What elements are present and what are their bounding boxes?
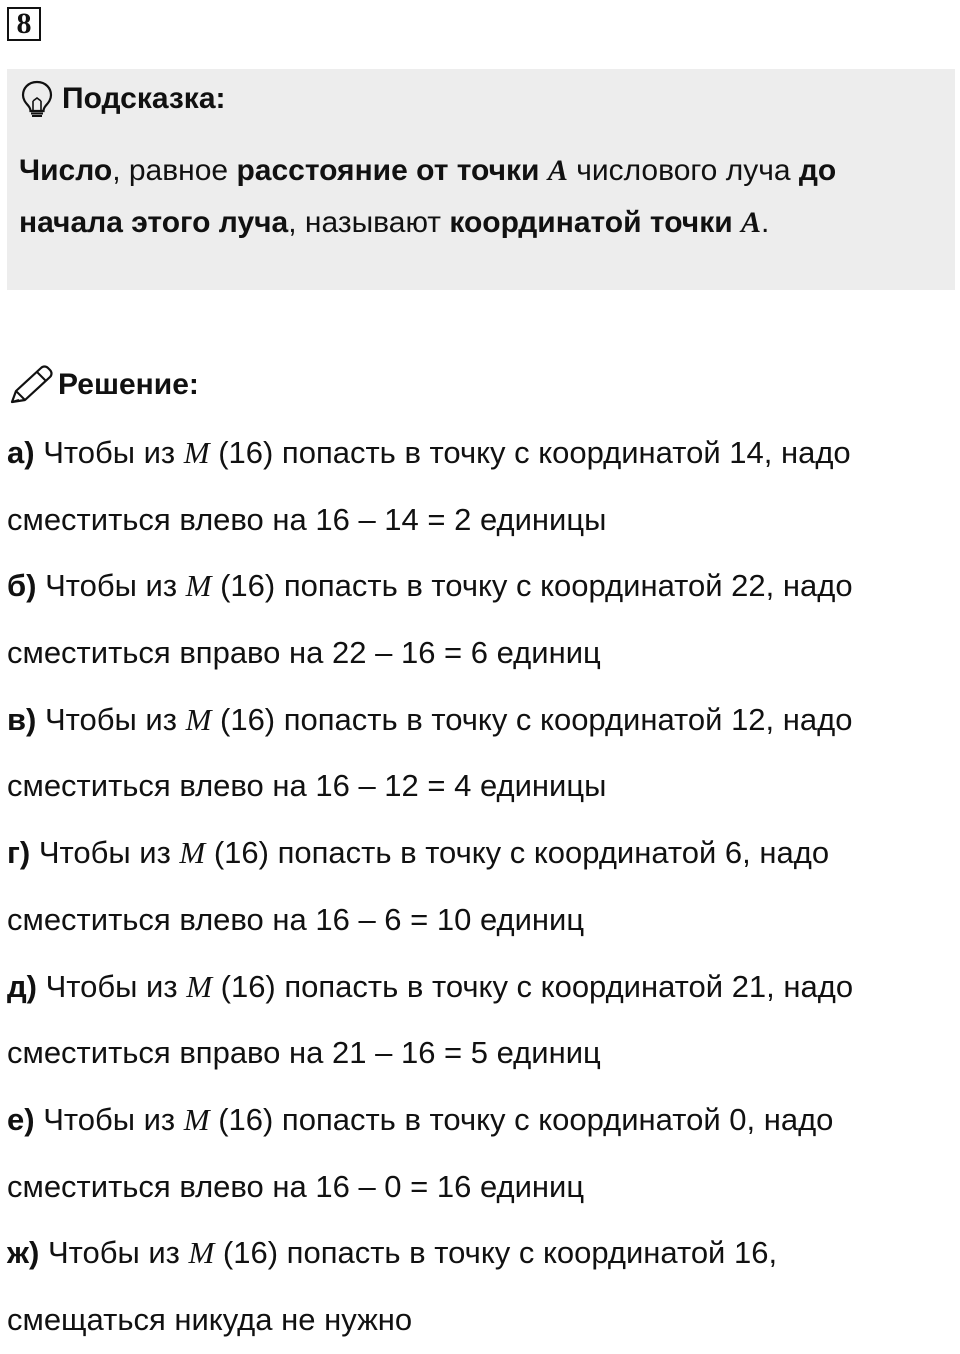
solution-line: сместиться вправо на 21 – 16 = 5 единиц	[7, 1035, 601, 1071]
hint-plain: , называют	[288, 206, 450, 239]
solution-line	[7, 420, 952, 487]
hint-plain: .	[761, 206, 770, 239]
item-label: д)	[7, 968, 38, 1004]
item-label: б)	[7, 568, 37, 604]
solution-line	[7, 553, 952, 620]
hint-bold: до	[798, 154, 837, 187]
item-label: ж)	[7, 1235, 40, 1271]
item-text: Чтобы из	[43, 1101, 184, 1137]
solution-line: сместиться влево на 16 – 6 = 10 единиц	[7, 901, 585, 937]
item-text: Чтобы из	[43, 435, 184, 470]
item-variable: M	[185, 568, 212, 604]
solution-line	[7, 1087, 952, 1154]
solution-line: сместиться вправо на 22 – 16 = 6 единиц	[7, 635, 601, 671]
task-number: 8	[7, 7, 41, 41]
item-text	[36, 702, 45, 737]
item-text: (16) попасть в точку с координатой 21, надо	[212, 968, 854, 1004]
hint-header	[20, 79, 226, 119]
item-text	[39, 1235, 48, 1270]
hint-variable: A	[740, 206, 761, 239]
item-text	[30, 835, 39, 870]
hint-text	[19, 145, 939, 249]
item-text: (16) попасть в точку с координатой 0, надо	[209, 1101, 834, 1137]
hint-bold: координатой точки	[449, 206, 741, 239]
solution-line: смещаться никуда не нужно	[7, 1301, 413, 1337]
solution-body	[7, 420, 952, 1354]
item-variable: M	[186, 968, 213, 1004]
hint-plain: , равное	[112, 154, 237, 187]
item-text	[36, 568, 45, 603]
item-text: Чтобы из	[45, 968, 187, 1004]
item-text: Чтобы из	[45, 701, 186, 737]
item-label: в)	[7, 701, 37, 737]
item-variable: M	[183, 1101, 210, 1137]
solution-line: сместиться влево на 16 – 14 = 2 единицы	[7, 501, 607, 537]
item-text	[35, 435, 44, 470]
item-label: а)	[7, 435, 35, 470]
solution-line: сместиться влево на 16 – 0 = 16 единиц	[7, 1168, 585, 1204]
item-text: (16) попасть в точку с координатой 16,	[214, 1235, 778, 1271]
item-text	[37, 969, 46, 1004]
item-variable: M	[183, 435, 210, 470]
item-variable: M	[188, 1235, 215, 1271]
item-text: Чтобы из	[38, 835, 180, 871]
item-variable: M	[179, 835, 206, 871]
solution-line	[7, 1220, 952, 1287]
solution-header	[8, 364, 199, 406]
hint-line-1	[19, 145, 939, 197]
hint-bold: расстояние от точки	[236, 154, 548, 187]
solution-line	[7, 687, 952, 754]
hint-bold: начала этого луча	[19, 206, 289, 239]
solution-line	[7, 954, 952, 1021]
solution-line	[7, 820, 952, 887]
hint-bold: Число	[19, 154, 113, 187]
hint-variable: A	[547, 154, 568, 187]
hint-box	[7, 69, 955, 290]
pencil-icon	[8, 364, 54, 406]
item-label: г)	[7, 835, 31, 871]
hint-line-2	[19, 197, 939, 249]
item-text: (16) попасть в точку с координатой 22, надо	[211, 568, 853, 604]
item-text: Чтобы из	[47, 1235, 189, 1271]
item-label: е)	[7, 1101, 35, 1137]
item-variable: M	[185, 701, 212, 737]
solution-line: сместиться влево на 16 – 12 = 4 единицы	[7, 768, 607, 804]
solution-title: Решение:	[58, 368, 199, 401]
item-text: Чтобы из	[45, 568, 186, 604]
item-text: (16) попасть в точку с координатой 12, надо	[211, 701, 853, 737]
item-text	[35, 1102, 44, 1137]
item-text: (16) попасть в точку с координатой 14, надо	[209, 435, 851, 470]
lightbulb-icon	[20, 79, 54, 119]
item-text: (16) попасть в точку с координатой 6, надо	[205, 835, 830, 871]
hint-title: Подсказка:	[62, 82, 226, 115]
hint-plain: числового луча	[567, 154, 799, 187]
